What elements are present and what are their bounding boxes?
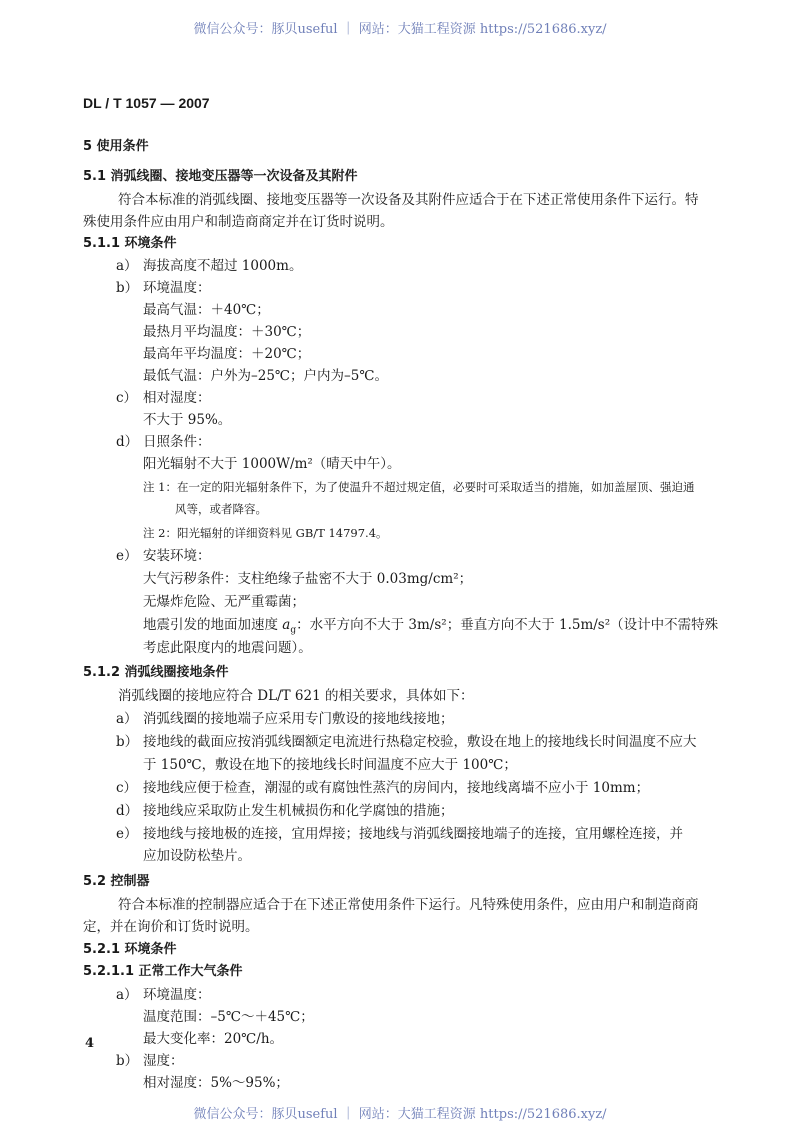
body-text: 最高气温：＋40℃；: [143, 302, 270, 318]
body-text: 最高年平均温度：＋20℃；: [143, 346, 311, 362]
body-text: 无爆炸危险、无严重霉菌；: [143, 594, 305, 610]
list-marker: d）: [116, 803, 139, 819]
body-text: 最大变化率：20℃/h。: [143, 1031, 284, 1047]
list-marker: a）: [116, 711, 138, 727]
section-heading: 5.2.1 环境条件: [83, 942, 177, 957]
section-heading: 5.1.2 消弧线圈接地条件: [83, 665, 229, 680]
body-text: 符合本标准的控制器应适合于在下述正常使用条件下运行。凡特殊使用条件，应由用户和制造商商: [118, 897, 699, 913]
body-text: 符合本标准的消弧线圈、接地变压器等一次设备及其附件应适合于在下述正常使用条件下运行。特: [118, 192, 699, 208]
body-text: 阳光辐射不大于 1000W/m²（晴天中午）。: [143, 456, 401, 472]
note-text: 注 2：阳光辐射的详细资料见 GB/T 14797.4。: [143, 526, 388, 540]
subscript: g: [290, 625, 297, 636]
list-marker: a）: [116, 258, 138, 274]
body-text: 环境温度：: [143, 987, 211, 1003]
page-number: 4: [85, 1036, 95, 1051]
list-marker: e）: [116, 548, 138, 564]
body-text: 殊使用条件应由用户和制造商商定并在订货时说明。: [83, 214, 394, 230]
body-text: 接地线的截面应按消弧线圈额定电流进行热稳定校验，敷设在地上的接地线长时间温度不应大: [143, 734, 697, 750]
body-text: 不大于 95%。: [143, 412, 232, 428]
body-text: 海拔高度不超过 1000m。: [143, 258, 303, 274]
section-heading: 5.2.1.1 正常工作大气条件: [83, 964, 243, 979]
body-text: 定，并在询价和订货时说明。: [83, 919, 259, 935]
body-text: 最热月平均温度：＋30℃；: [143, 324, 311, 340]
body-text: 环境温度：: [143, 280, 211, 296]
body-text: 相对湿度：: [143, 390, 211, 406]
list-marker: b）: [116, 734, 139, 750]
body-text: 消弧线圈的接地应符合 DL/T 621 的相关要求，具体如下：: [118, 688, 474, 704]
text-segment: 地震引发的地面加速度: [143, 617, 283, 633]
body-text: 接地线与接地极的连接，宜用焊接；接地线与消弧线圈接地端子的连接，宜用螺栓连接，并: [143, 826, 683, 842]
body-text: 应加设防松垫片。: [143, 848, 251, 864]
list-marker: c）: [116, 780, 138, 796]
section-heading: 5.2 控制器: [83, 874, 150, 889]
body-text: 相对湿度：5%～95%；: [143, 1075, 289, 1091]
watermark-top: 微信公众号：豚贝useful ｜ 网站：大猫工程资源 https://521686.xyz/: [193, 22, 607, 37]
list-marker: a）: [116, 987, 138, 1003]
body-text: [143, 616, 718, 640]
body-text: 接地线应便于检查，潮湿的或有腐蚀性蒸汽的房间内，接地线离墙不应小于 10mm；: [143, 780, 650, 796]
section-heading: 5.1.1 环境条件: [83, 236, 177, 251]
body-text: 大气污秽条件：支柱绝缘子盐密不大于 0.03mg/cm²；: [143, 571, 473, 587]
body-text: 日照条件：: [143, 434, 211, 450]
list-marker: b）: [116, 1053, 139, 1069]
section-heading: 5 使用条件: [83, 139, 149, 154]
body-text: 消弧线圈的接地端子应采用专门敷设的接地线接地；: [143, 711, 454, 727]
list-marker: d）: [116, 434, 139, 450]
body-text: 考虑此限度内的地震问题）。: [143, 640, 312, 656]
list-marker: c）: [116, 390, 138, 406]
variable: a: [282, 617, 291, 633]
note-text: 风等，或者降容。: [175, 502, 267, 516]
body-text: 安装环境：: [143, 548, 211, 564]
body-text: 温度范围：–5℃～＋45℃；: [143, 1009, 314, 1025]
body-text: 于 150℃，敷设在地下的接地线长时间温度不应大于 100℃；: [143, 757, 517, 773]
note-text: 注 1：在一定的阳光辐射条件下，为了使温升不超过规定值，必要时可采取适当的措施，如加盖屋顶、强迫通: [143, 480, 695, 494]
section-heading: 5.1 消弧线圈、接地变压器等一次设备及其附件: [83, 169, 358, 184]
body-text: 湿度：: [143, 1053, 184, 1069]
body-text: 最低气温：户外为–25℃；户内为–5℃。: [143, 368, 388, 384]
body-text: 接地线应采取防止发生机械损伤和化学腐蚀的措施；: [143, 803, 454, 819]
watermark-bottom: 微信公众号：豚贝useful ｜ 网站：大猫工程资源 https://521686.xyz/: [193, 1107, 607, 1122]
text-segment: ：水平方向不大于 3m/s²；垂直方向不大于 1.5m/s²（设计中不需特殊: [296, 617, 719, 633]
list-marker: e）: [116, 826, 138, 842]
list-marker: b）: [116, 280, 139, 296]
document-code: DL / T 1057 — 2007: [83, 95, 210, 111]
